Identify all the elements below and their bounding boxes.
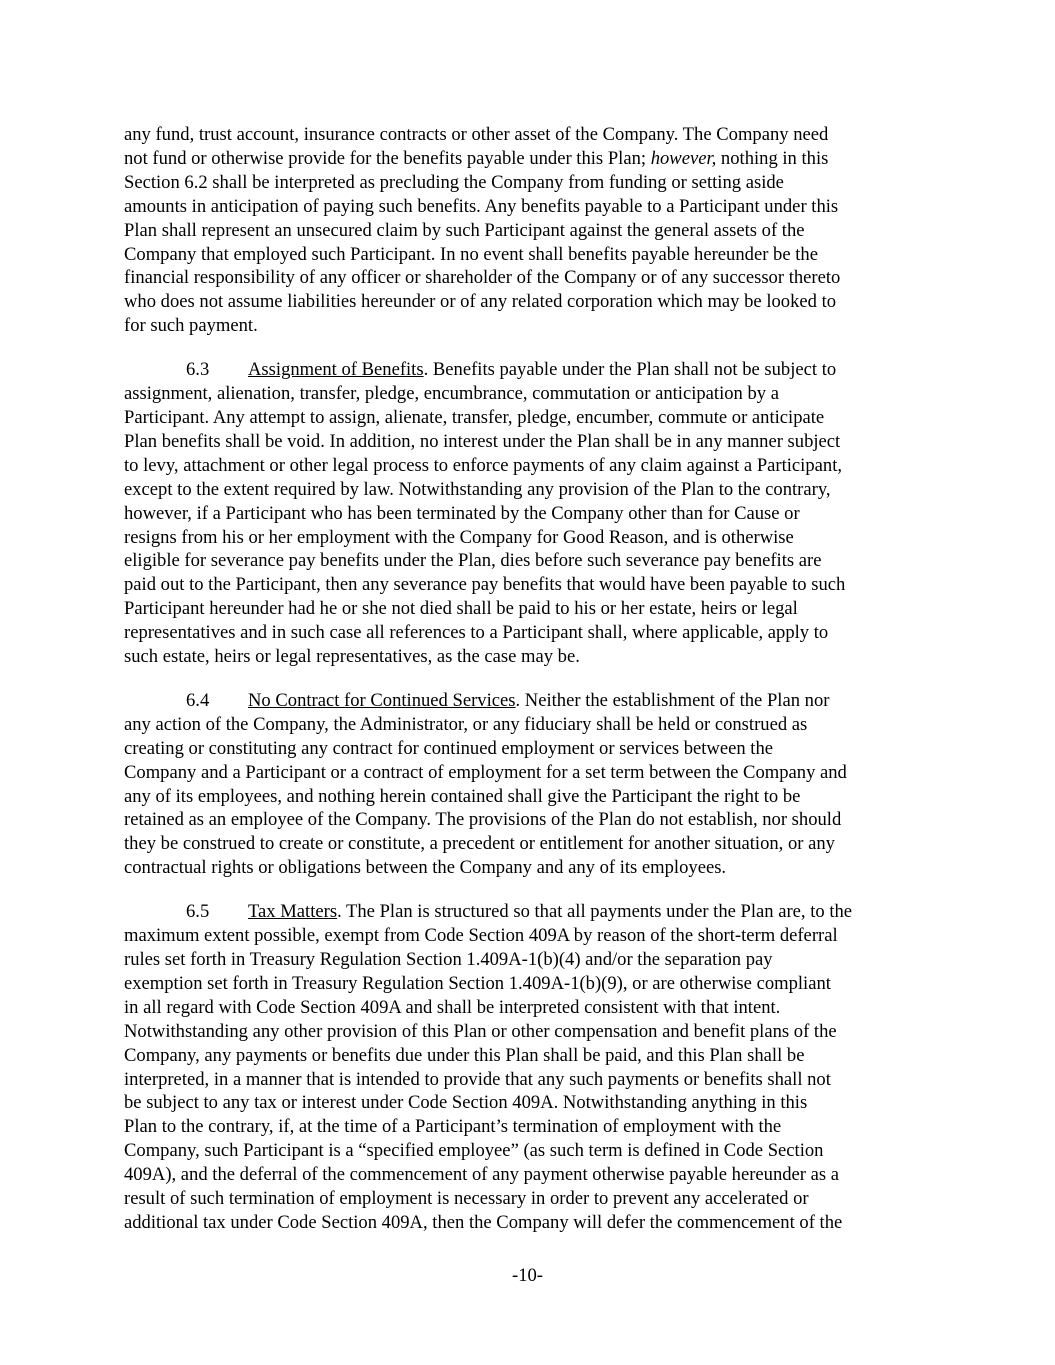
section-first-line [124,358,934,382]
text-line: interpreted, in a manner that is intended to provide that any such payments or benefits shall not [124,1068,831,1090]
text-line: assignment, alienation, transfer, pledge, encumbrance, commutation or anticipation by a [124,383,779,405]
page-number: -10- [512,1265,543,1286]
text-line: for such payment. [124,315,258,337]
text-line: rules set forth in Treasury Regulation Section 1.409A-1(b)(4) and/or the separation pay [124,949,773,970]
section-6-5 [124,900,934,1235]
text-line: however, if a Participant who has been terminated by the Company other than for Cause or [124,502,800,524]
section-first-line [124,689,934,713]
text-line: they be construed to create or constitute, a precedent or entitlement for another situation, or any [124,833,835,855]
section-number: 6.5 [186,901,210,923]
text-line: resigns from his or her employment with the Company for Good Reason, and is otherwise [124,526,794,548]
text-line: additional tax under Code Section 409A, then the Company will defer the commencement of the [124,1211,843,1233]
text-line: retained as an employee of the Company. The provisions of the Plan do not establish, nor should [124,809,842,831]
text-line: Company, such Participant is a “specified employee” (as such term is defined in Code Section [124,1140,824,1162]
text-line: who does not assume liabilities hereunder or of any related corporation which may be looked to [124,291,837,313]
section-heading: Assignment of Benefits [248,359,424,381]
section-heading: Tax Matters [248,901,338,923]
text-line: in all regard with Code Section 409A and shall be interpreted consistent with that intent. [124,996,781,1018]
text-line: such estate, heirs or legal representatives, as the case may be. [124,646,580,668]
text-line: Participant. Any attempt to assign, alienate, transfer, pledge, encumber, commute or anticipate [124,406,825,428]
text-line: Company, any payments or benefits due under this Plan shall be paid, and this Plan shall be [124,1044,805,1066]
text-line: creating or constituting any contract for continued employment or services between the [124,737,774,759]
text-line: contractual rights or obligations between the Company and any of its employees. [124,857,727,879]
text-line: Company and a Participant or a contract of employment for a set term between the Company and [124,761,847,783]
text-line: Notwithstanding any other provision of this Plan or other compensation and benefit plans of the [124,1020,837,1042]
text-line: except to the extent required by law. Notwithstanding any provision of the Plan to the contrary, [124,478,831,500]
text-line: result of such termination of employment is necessary in order to prevent any accelerated or [124,1188,809,1210]
text-span: nothing in this [716,147,829,169]
text-line: amounts in anticipation of paying such benefits. Any benefits payable to a Participant under this [124,195,839,217]
text-line: Plan shall represent an unsecured claim by such Participant against the general assets of the [124,219,805,241]
text-line: be subject to any tax or interest under Code Section 409A. Notwithstanding anything in this [124,1092,808,1114]
text-line: any action of the Company, the Administrator, or any fiduciary shall be held or construed as [124,713,808,735]
text-line: Section 6.2 shall be interpreted as precluding the Company from funding or setting aside [124,171,784,193]
text-line [124,147,934,171]
text-line: maximum extent possible, exempt from Code Section 409A by reason of the short-term deferral [124,925,838,947]
text-line: any fund, trust account, insurance contracts or other asset of the Company. The Company need [124,124,829,145]
text-line: representatives and in such case all references to a Participant shall, where applicable, apply to [124,622,829,644]
text-span: . Neither the establishment of the Plan nor [515,689,830,711]
text-span: not fund or otherwise provide for the benefits payable under this Plan; [124,147,651,169]
text-line: exemption set forth in Treasury Regulation Section 1.409A-1(b)(9), or are otherwise compliant [124,972,831,994]
italic-term: however, [650,147,717,169]
text-line: Plan to the contrary, if, at the time of a Participant’s termination of employment with the [124,1116,782,1138]
text-line: to levy, attachment or other legal process to enforce payments of any claim against a Participant, [124,454,843,476]
text-line: financial responsibility of any officer or shareholder of the Company or of any successor thereto [124,267,841,289]
section-number: 6.3 [186,359,210,381]
section-6-4 [124,689,934,880]
text-line: Participant hereunder had he or she not died shall be paid to his or her estate, heirs or legal [124,598,798,620]
text-line: any of its employees, and nothing herein contained shall give the Participant the right to be [124,785,801,807]
paragraph-section-6-2-continuation [124,123,934,338]
text-line: Company that employed such Participant. In no event shall benefits payable hereunder be the [124,243,818,265]
document-page [124,123,934,1255]
section-6-3 [124,358,934,669]
section-first-line [124,900,934,924]
text-line: Plan benefits shall be void. In addition, no interest under the Plan shall be in any manner subject [124,430,841,452]
text-span: . Benefits payable under the Plan shall not be subject to [423,359,837,381]
text-line: eligible for severance pay benefits under the Plan, dies before such severance pay benefits are [124,550,822,572]
text-line: paid out to the Participant, then any severance pay benefits that would have been payable to such [124,574,846,596]
section-heading: No Contract for Continued Services [248,689,516,711]
text-line: 409A), and the deferral of the commencement of any payment otherwise payable hereunder as a [124,1164,840,1186]
section-number: 6.4 [186,689,210,711]
text-span: . The Plan is structured so that all payments under the Plan are, to the [337,901,853,923]
